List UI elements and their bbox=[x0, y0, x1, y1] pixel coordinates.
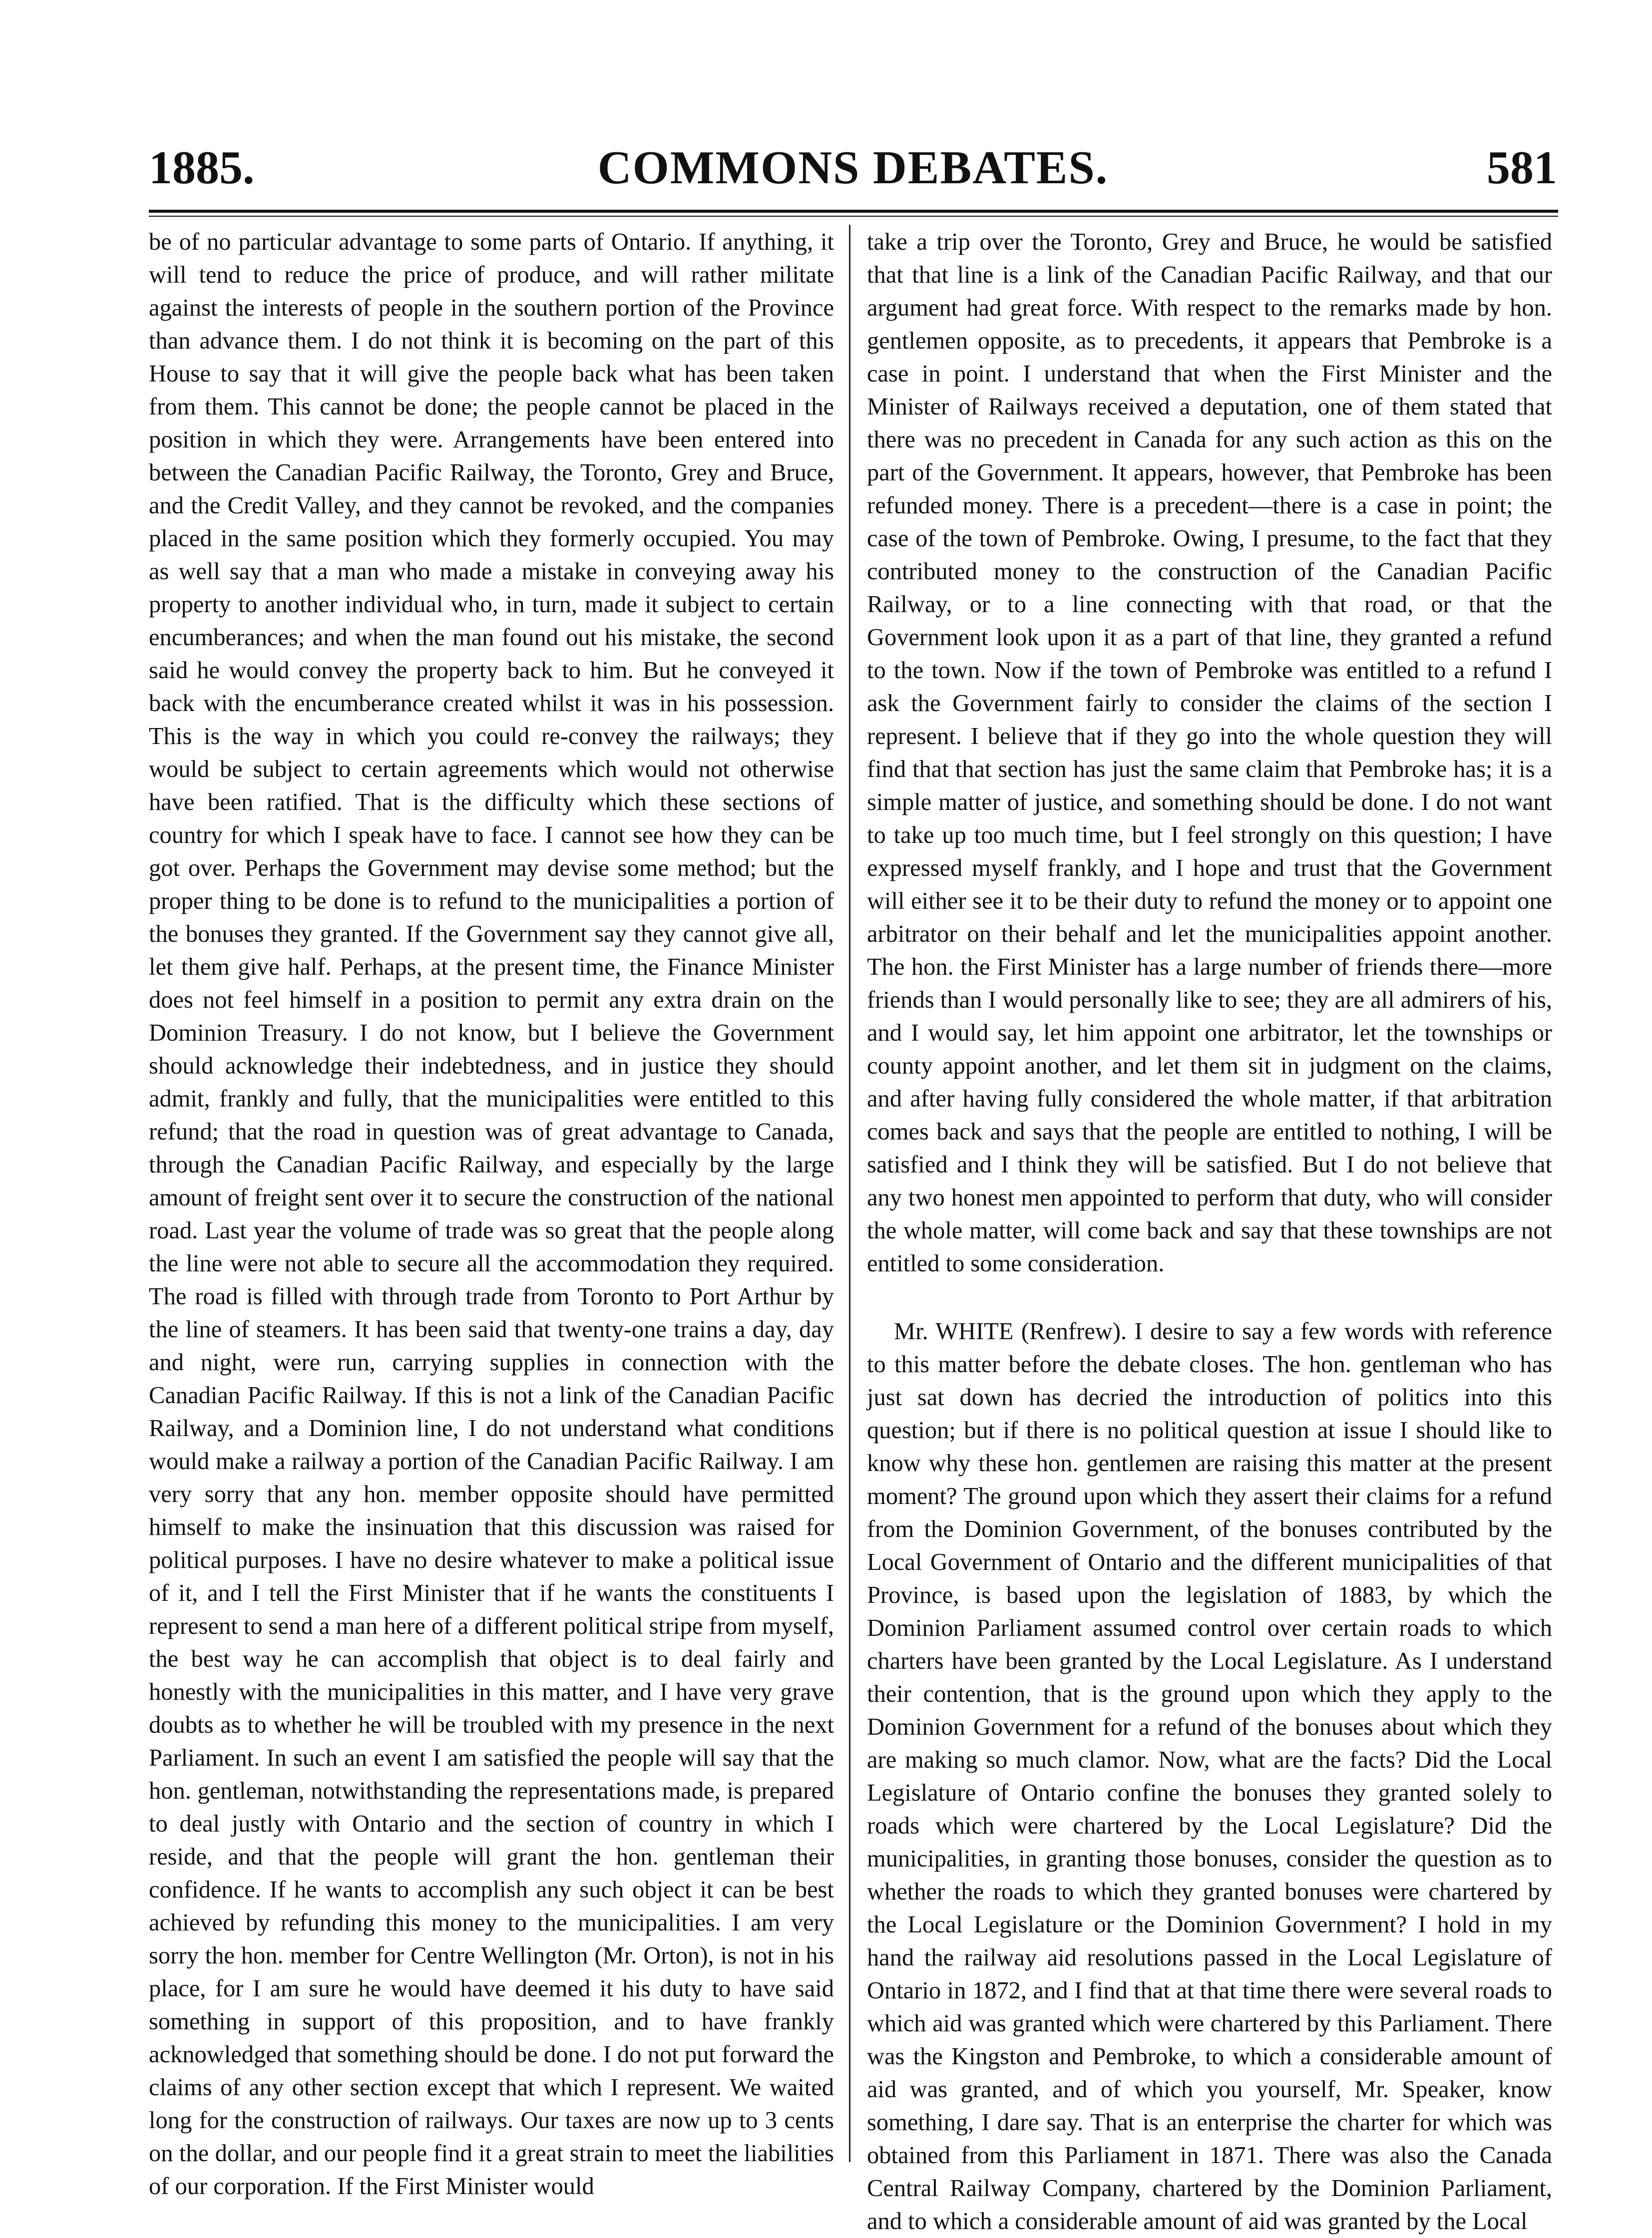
right-paragraph-1: take a trip over the Toronto, Grey and Bruce, he would be satisfied that that line is a link of the Canadian Pacific Railway, and that our argument had great force. With respect to the remarks made by hon. gentlemen opposite, as to precedents, it appears that Pembroke is a case in point. I understand that when the First Minister and the Minister of Railways received a deputation, one of them stated that there was no precedent in Canada for any such action as this on the part of the Government. It appears, however, that Pembroke has been refunded money. There is a precedent—there is a case in point; the case of the town of Pembroke. Owing, I presume, to the fact that they contributed money to the construction of the Canadian Pacific Railway, or to a line connecting with that road, or that the Government look upon it as a part of that line, they granted a refund to the town. Now if the town of Pembroke was entitled to a refund I ask the Government fairly to consider the claims of the section I represent. I believe that if they go into the whole question they will find that that section has just the same claim that Pembroke has; it is a simple matter of justice, and something should be done. I do not want to take up too much time, but I feel strongly on this question; I have expressed myself frankly, and I hope and trust that the Government will either see it to be their duty to refund the money or to appoint one arbitrator on their behalf and let the municipalities appoint another. The hon. the First Minister has a large number of friends there—more friends than I would personally like to see; they are all admirers of his, and I would say, let him appoint one arbitrator, let the townships or county appoint another, and let them sit in judgment on the claims, and after having fully considered the whole matter, if that arbitration comes back and says that the people are entitled to nothing, I will be satisfied and I think they will be satisfied. But I do not believe that any two honest men appointed to perform that duty, who will consider the whole matter, will come back and say that these townships are not entitled to some consideration. bbox=[867, 229, 1552, 1277]
header-rule-thick bbox=[149, 210, 1558, 213]
column-divider bbox=[849, 225, 850, 2162]
header-page-number: 581 bbox=[1487, 142, 1557, 194]
right-column bbox=[867, 226, 1552, 2238]
left-paragraph-1: be of no particular advantage to some parts of Ontario. If anything, it will tend to reduce the price of produce, and will rather militate against the interests of people in the southern portion of the Province than advance them. I do not think it is becoming on the part of this House to say that it will give the people back what has been taken from them. This cannot be done; the people cannot be placed in the position in which they were. Arrangements have been entered into between the Canadian Pacific Railway, the Toronto, Grey and Bruce, and the Credit Valley, and they cannot be revoked, and the companies placed in the same position which they formerly occupied. You may as well say that a man who made a mistake in conveying away his property to another individual who, in turn, made it subject to certain encumberances; and when the man found out his mistake, the second said he would convey the property back to him. But he conveyed it back with the encumberance created whilst it was in his possession. This is the way in which you could re-convey the railways; they would be subject to certain agreements which would not otherwise have been ratified. That is the difficulty which these sections of country for which I speak have to face. I cannot see how they can be got over. Perhaps the Government may devise some method; but the proper thing to be done is to refund to the municipalities a portion of the bonuses they granted. If the Government say they cannot give all, let them give half. Perhaps, at the present time, the Finance Minister does not feel himself in a position to permit any extra drain on the Dominion Treasury. I do not know, but I believe the Government should acknowledge their indebtedness, and in justice they should admit, frankly and fully, that the municipalities were entitled to this refund; that the road in question was of great advantage to Canada, through the Canadian Pacific Railway, and especially by the large amount of freight sent over it to secure the construction of the national road. Last year the volume of trade was so great that the people along the line were not able to secure all the accommodation they required. The road is filled with through trade from Toronto to Port Arthur by the line of steamers. It has been said that twenty-one trains a day, day and night, were run, carrying supplies in connection with the Canadian Pacific Railway. If this is not a link of the Canadian Pacific Railway, and a Dominion line, I do not understand what conditions would make a railway a portion of the Canadian Pacific Railway. I am very sorry that any hon. member opposite should have permitted himself to make the insinuation that this discussion was raised for political purposes. I have no desire whatever to make a political issue of it, and I tell the First Minister that if he wants the constituents I represent to send a man here of a different political stripe from myself, the best way he can accomplish that object is to deal fairly and honestly with the municipalities in this matter, and I have very grave doubts as to whether he will be troubled with my presence in the next Parliament. In such an event I am satisfied the people will say that the hon. gentleman, notwithstanding the representations made, is prepared to deal justly with Ontario and the section of country in which I reside, and that the people will grant the hon. gentleman their confidence. If he wants to accomplish any such object it can be best achieved by refunding this money to the municipalities. I am very sorry the hon. member for Centre Wellington (Mr. Orton), is not in his place, for I am sure he would have deemed it his duty to have said something in support of this proposition, and to have frankly acknowledged that something should be done. I do not put forward the claims of any other section except that which I represent. We waited long for the construction of railways. Our taxes are now up to 3 cents on the dollar, and our people find it a great strain to meet the liabilities of our corporation. If the First Minister would bbox=[149, 229, 834, 2200]
header-title: COMMONS DEBATES. bbox=[597, 142, 1109, 194]
left-column bbox=[149, 226, 834, 2203]
right-paragraph-2-white-renfrew: Mr. WHITE (Renfrew). I desire to say a few words with reference to this matter before the debate closes. The hon. gentleman who has just sat down has decried the introduction of politics into this question; but if there is no political question at issue I should like to know why these hon. gentlemen are raising this matter at the present moment? The ground upon which they assert their claims for a refund from the Dominion Government, of the bonuses contributed by the Local Government of Ontario and the different municipalities of that Province, is based upon the legislation of 1883, by which the Dominion Parliament assumed control over certain roads to which charters have been granted by the Local Legislature. As I understand their contention, that is the ground upon which they apply to the Dominion Government for a refund of the bonuses about which they are making so much clamor. Now, what are the facts? Did the Local Legislature of Ontario confine the bonuses they granted solely to roads which were chartered by the Local Legislature? Did the municipalities, in granting those bonuses, consider the question as to whether the roads to which they granted bonuses were chartered by the Local Legislature or the Dominion Government? I hold in my hand the railway aid resolutions passed in the Local Legislature of Ontario in 1872, and I find that at that time there were several roads to which aid was granted which were chartered by this Parliament. There was the Kingston and Pembroke, to which a considerable amount of aid was granted, and of which you yourself, Mr. Speaker, know something, I dare say. That is an enterprise the charter for which was obtained from this Parliament in 1871. There was also the Canada Central Railway Company, chartered by the Dominion Parliament, and to which a considerable amount of aid was granted by the Local bbox=[867, 1318, 1552, 2235]
header-year: 1885. bbox=[149, 142, 255, 194]
page-header bbox=[149, 138, 1557, 203]
header-rule-thin bbox=[149, 216, 1558, 217]
